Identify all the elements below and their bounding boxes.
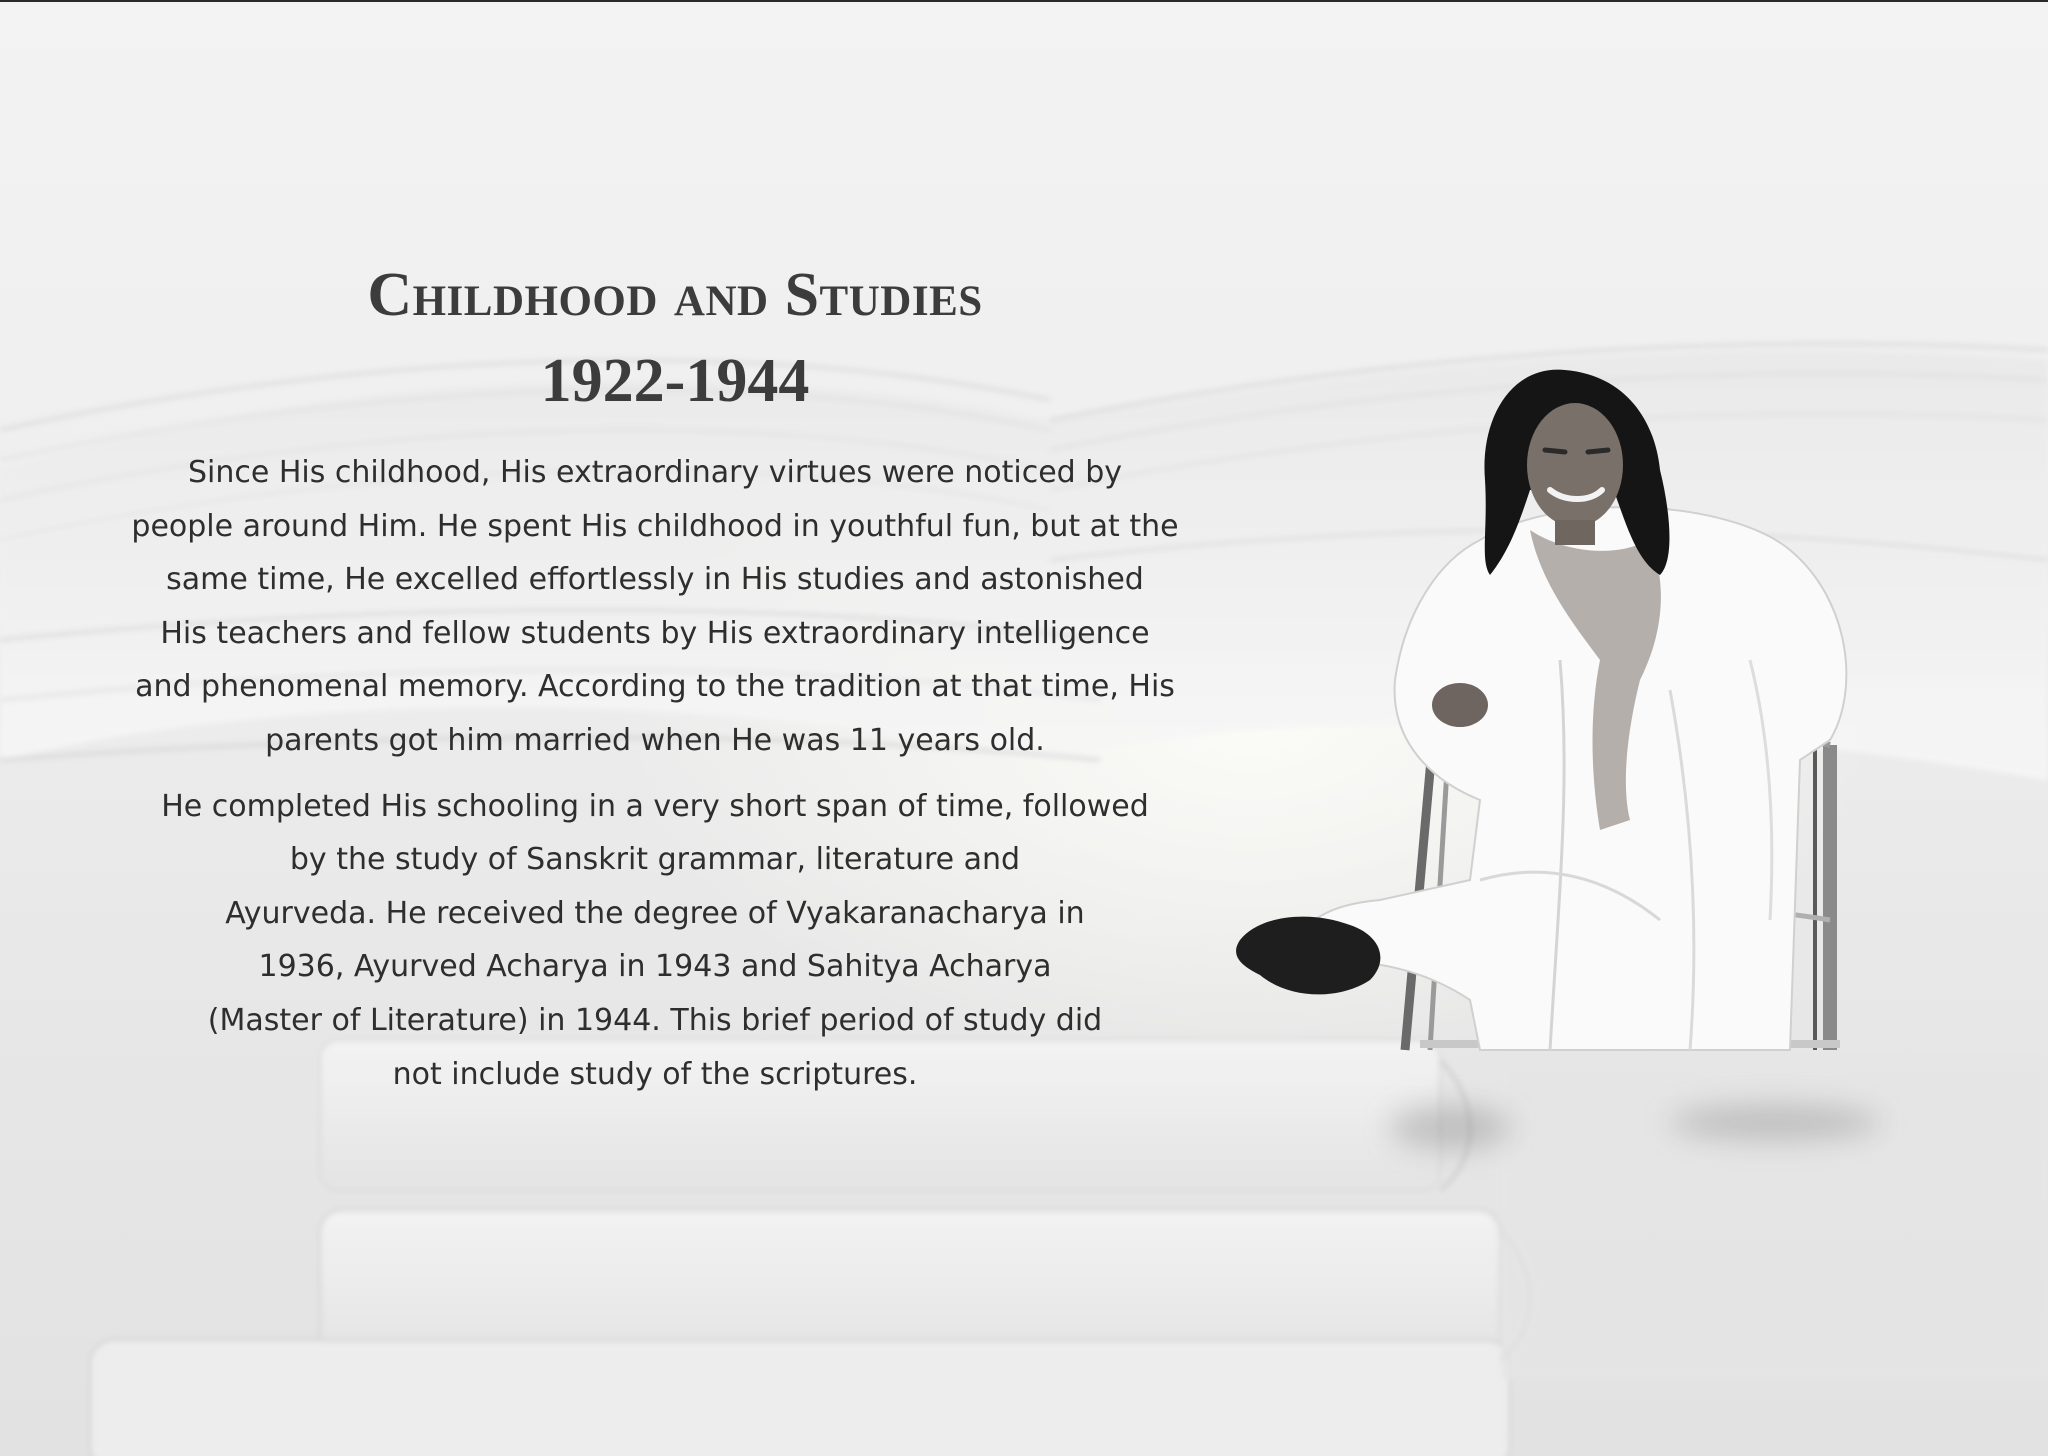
page-title: Childhood and Studies	[367, 261, 983, 329]
hand	[1432, 683, 1488, 727]
period-years: 1922-1944	[540, 347, 810, 415]
text-line: (Master of Literature) in 1944. This brief period of study did	[207, 1002, 1103, 1038]
text-line: Since His childhood, His extraordinary virtues were noticed by	[187, 455, 1123, 490]
text-line: by the study of Sanskrit grammar, literature and	[289, 842, 1021, 878]
text-line: people around Him. He spent His childhood in youthful fun, but at the	[131, 508, 1179, 544]
text-line: not include study of the scriptures.	[392, 1056, 918, 1092]
text-line: Ayurveda. He received the degree of Vyakaranacharya in	[225, 895, 1085, 931]
face	[1527, 403, 1623, 527]
body-text	[110, 446, 1200, 1101]
text-line: His teachers and fellow students by His extraordinary intelligence	[160, 615, 1150, 651]
text-line: parents got him married when He was 11 years old.	[265, 722, 1045, 758]
paragraph-childhood	[110, 446, 1200, 768]
paragraph-studies	[110, 780, 1200, 1102]
heading-block	[110, 255, 1240, 421]
portrait-photo	[1230, 360, 1890, 1160]
text-line: 1936, Ayurved Acharya in 1943 and Sahitya Acharya	[258, 949, 1052, 985]
text-line: and phenomenal memory. According to the tradition at that time, His	[135, 669, 1175, 705]
text-line: same time, He excelled effortlessly in His studies and astonished	[166, 562, 1144, 598]
text-line: He completed His schooling in a very short span of time, followed	[161, 788, 1149, 824]
